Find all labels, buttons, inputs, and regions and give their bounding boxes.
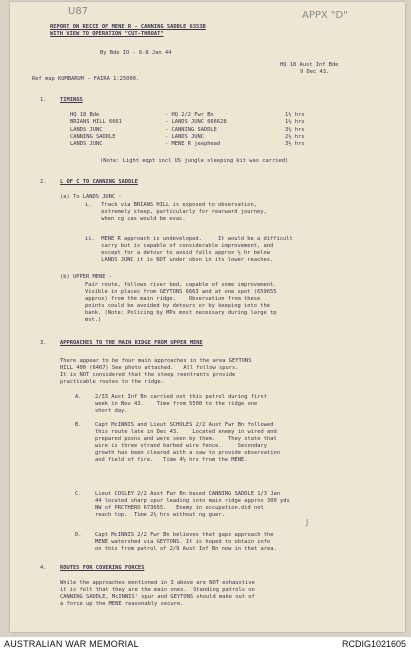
- section-2-num: 2.: [40, 179, 47, 185]
- text-line: a force up the MENE reasonably secure.: [60, 601, 184, 607]
- section-2-heading: L OF C TO CANNING SADDLE: [60, 179, 138, 185]
- text-line: Capt McINNIS and Lieut SCHOLES 2/2 Aust Fwr Bn followed: [95, 422, 274, 428]
- s3-B-label: B.: [75, 422, 82, 428]
- s3-intro: [60, 358, 251, 386]
- timings-from: LANDS JUNC: [70, 126, 103, 133]
- timings-dur: 3½ hrs: [285, 141, 305, 148]
- date-line: 9 Dec 43.: [300, 69, 330, 75]
- text-line: reach top. Time 2½ hrs without ng guer.: [95, 512, 225, 518]
- text-line: carry but is capable of considerable improvement, and: [85, 243, 274, 249]
- text-line: Visible in places from GEYTONS 6663 and at one spot (659655: [85, 289, 277, 295]
- text-line: points could be avoided by detours or by keeping into the: [85, 303, 270, 309]
- text-line: MENE watershed via GEYTONS. It is hoped to obtain info: [95, 539, 271, 545]
- timings-from: HQ 18 Bde: [70, 112, 100, 118]
- text-line: ii. MENE R approach is undeveloped. It would be a difficult: [85, 236, 293, 242]
- text-line: CANNING SADDLE, McINNIS' spur and GEYTONS should make out of: [60, 594, 255, 600]
- text-line: HILL 400 (6467) See photo attached. All follow spurs.: [60, 365, 239, 371]
- s3-D-text: [95, 532, 277, 553]
- section-4-heading: ROUTES FOR COVERING FORCES: [60, 565, 145, 571]
- doc-title-2: WITH VIEW TO OPERATION "CUT-THROAT": [50, 31, 164, 37]
- timings-from: CANNING SADDLE: [70, 133, 116, 140]
- text-line: on this from patrol of 2/9 Aust Inf Bn now in that area.: [95, 546, 277, 552]
- timings-note: (Note: Light eqpt incl US jungle sleeping kit was carried): [100, 158, 289, 164]
- s3-C-text: [95, 491, 290, 519]
- text-line: growth has been cleared with a saw to provide observation: [95, 450, 280, 456]
- text-line: practicable routes to the ridge.: [60, 379, 164, 385]
- text-line: There appear to be four main approaches in the area GEYTONS: [60, 358, 252, 364]
- text-line: mvt.): [85, 317, 102, 323]
- handwritten-appendix: APPX "D": [302, 10, 348, 21]
- handwritten-j: J: [306, 518, 309, 527]
- s2-a-i: [85, 202, 267, 223]
- text-line: when cg cas would be evac.: [85, 216, 186, 222]
- by-line: By Bde IO - 6-8 Jan 44: [100, 50, 172, 56]
- text-line: LANDS JUNC it is NOT under obsn in its lower reaches.: [85, 257, 274, 263]
- timings-dur: 1½ hrs: [285, 119, 305, 126]
- section-3-heading: APPROACHES TO THE MAIN RIDGE FROM UPPER MENE: [60, 340, 203, 346]
- timings-dur: 1½ hrs: [285, 112, 305, 118]
- s2-b-label: (b) UPPER MENE -: [60, 274, 112, 280]
- text-line: except for a detour to avoid falls approx ½ hr below: [85, 250, 270, 256]
- text-line: 44 located sharp spur leading into main ridge approx 300 yds: [95, 498, 290, 504]
- hq-line: HQ 18 Aust Inf Bde: [280, 62, 339, 68]
- text-line: bank. (Note: Policing by MPs most necessary during large tp: [85, 310, 277, 316]
- section-1-num: 1.: [40, 97, 47, 103]
- timings-dur: 3½ hrs: [285, 126, 305, 133]
- timings-dur: 2½ hrs: [285, 133, 305, 140]
- text-line: this route late in Dec 43. Located enemy in wired and: [95, 429, 277, 435]
- text-line: it is felt that they are the main ones. Standing patrols on: [60, 587, 255, 593]
- text-line: and field of fire. Time 4½ hrs from the MENE.: [95, 457, 248, 463]
- text-line: Capt McINNIS 2/2 Fwr Bn believes that gaps approach the: [95, 532, 274, 538]
- text-line: i. Track via BRIANS HILL is exposed to observation,: [85, 202, 258, 208]
- text-line: While the approaches mentioned in 3 above are NOT exhaustive: [60, 580, 255, 586]
- ref-map: Ref map KUMBARUM - FAIRA 1:25000.: [32, 76, 140, 82]
- text-line: extremely steep, particularly for rearward journey,: [85, 209, 267, 215]
- s3-B-text: [95, 422, 280, 464]
- doc-title-1: REPORT ON RECCE OF MENE R - CANNING SADDLE 6353B: [50, 24, 206, 30]
- timings-to: - LANDS JUNC 666628: [165, 119, 227, 126]
- section-1-heading: TIMINGS: [60, 97, 83, 103]
- section-4-num: 4.: [40, 565, 47, 571]
- timings-to: - CANNING SADDLE: [165, 126, 217, 133]
- s3-A-text: [95, 394, 267, 415]
- s2-a-ii: [85, 236, 293, 264]
- archive-footer: [0, 637, 411, 653]
- s3-A-label: A.: [75, 394, 82, 400]
- text-line: short day.: [95, 408, 128, 414]
- s3-D-label: D.: [75, 532, 82, 538]
- text-line: approx) from the main ridge. Observation from these: [85, 296, 261, 302]
- s4-text: [60, 580, 255, 608]
- timings-from: BRIANS HILL 6661: [70, 119, 122, 126]
- text-line: Fair route, follows river bed, capable of some improvement.: [85, 282, 277, 288]
- text-line: week in Nov 43. Time from 5500 to the ridge one: [95, 401, 258, 407]
- s2-a-label: (a) To LANDS JUNC -: [60, 194, 122, 200]
- timings-from: LANDS JUNC: [70, 141, 103, 148]
- text-line: 2/33 Aust Inf Bn carried out this patrol during first: [95, 394, 268, 400]
- timings-to: - HQ 2/2 Fwr Bn: [165, 112, 214, 118]
- text-line: wire is three strand barbed wire fence. Secondary: [95, 443, 268, 449]
- timings-to: - MENE R jeephead: [165, 141, 221, 148]
- text-line: NW of PRCTHERO 673655. Enemy in occupation.did not: [95, 505, 264, 511]
- text-line: prepared posns and were seen by them. They state that: [95, 436, 277, 442]
- text-line: It is NOT considered that the steep reentrants provide: [60, 372, 236, 378]
- text-line: Lieut COSLEY 2/2 Aust Fwr Bn based CANNING SADDLE 1/3 Jan: [95, 491, 280, 497]
- handwritten-ref: U87: [68, 6, 89, 17]
- footer-institution: AUSTRALIAN WAR MEMORIAL: [4, 639, 139, 649]
- section-3-num: 3.: [40, 340, 47, 346]
- timings-to: - LANDS JUNC: [165, 133, 204, 140]
- s3-C-label: C.: [75, 491, 82, 497]
- s2-b-text: [85, 282, 276, 324]
- document-page: [10, 2, 405, 632]
- footer-id: RCDIG1021605: [341, 639, 406, 649]
